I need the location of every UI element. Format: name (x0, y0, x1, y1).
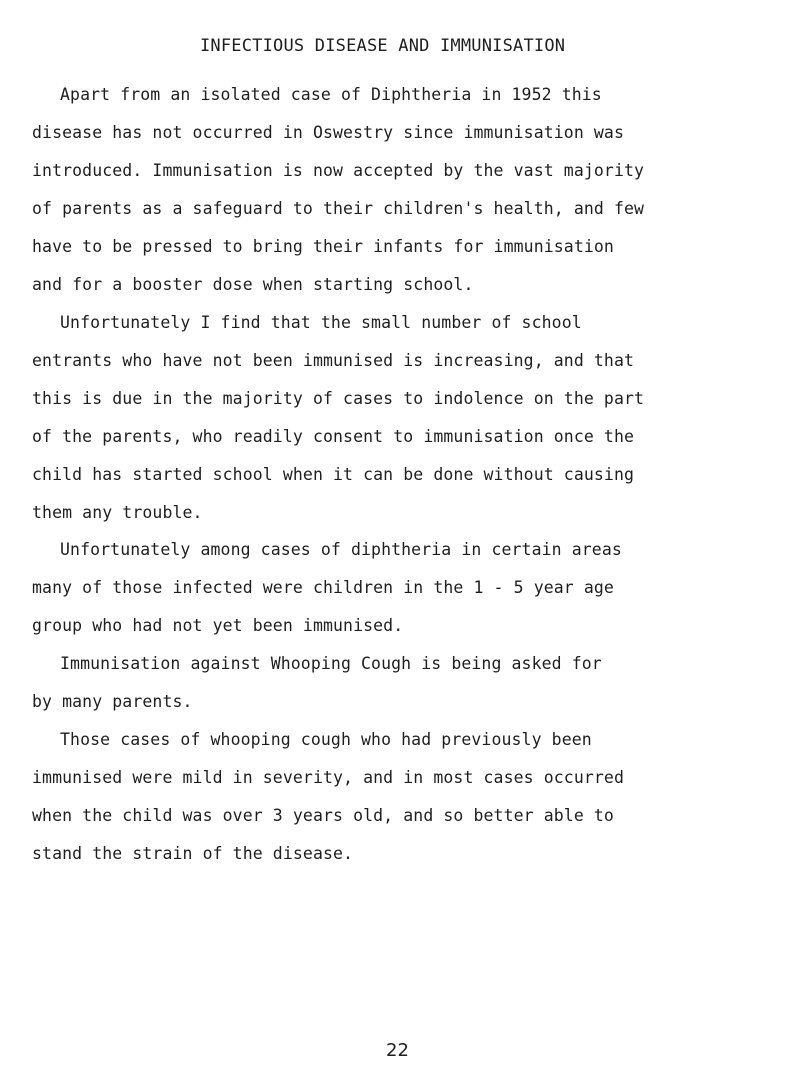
paragraph-4-line-2: by many parents. (32, 692, 193, 711)
paragraph-1-line-1: Apart from an isolated case of Diphtheria in 1952 this (60, 85, 602, 104)
page-heading: INFECTIOUS DISEASE AND IMMUNISATION (200, 36, 566, 56)
paragraph-2-line-2: entrants who have not been immunised is increasing, and that (32, 351, 635, 370)
paragraph-3-line-1: Unfortunately among cases of diphtheria in certain areas (60, 540, 622, 559)
paragraph-5-line-2: immunised were mild in severity, and in most cases occurred (32, 768, 624, 787)
paragraph-2-line-3: this is due in the majority of cases to indolence on the part (32, 389, 645, 408)
paragraph-1-line-3: introduced. Immunisation is now accepted by the vast majority (32, 161, 645, 180)
paragraph-1-line-2: disease has not occurred in Oswestry since immunisation was (32, 123, 624, 142)
paragraph-2-line-1: Unfortunately I find that the small number of school (60, 313, 582, 332)
paragraph-1-line-6: and for a booster dose when starting school. (32, 275, 474, 294)
paragraph-2-line-4: of the parents, who readily consent to immunisation once the (32, 427, 635, 446)
paragraph-1-line-4: of parents as a safeguard to their children's health, and few (32, 199, 645, 218)
paragraph-2-line-5: child has started school when it can be done without causing (32, 465, 635, 484)
paragraph-5-line-1: Those cases of whooping cough who had previously been (60, 730, 592, 749)
paragraph-2-line-6: them any trouble. (32, 503, 203, 522)
paragraph-5-line-4: stand the strain of the disease. (32, 844, 354, 863)
paragraph-1-line-5: have to be pressed to bring their infants for immunisation (32, 237, 614, 256)
paragraph-5-line-3: when the child was over 3 years old, and so better able to (32, 806, 614, 825)
paragraph-3-line-2: many of those infected were children in the 1 - 5 year age (32, 578, 614, 597)
paragraph-4-line-1: Immunisation against Whooping Cough is being asked for (60, 654, 602, 673)
page-number: 22 (386, 1040, 409, 1061)
paragraph-3-line-3: group who had not yet been immunised. (32, 616, 404, 635)
